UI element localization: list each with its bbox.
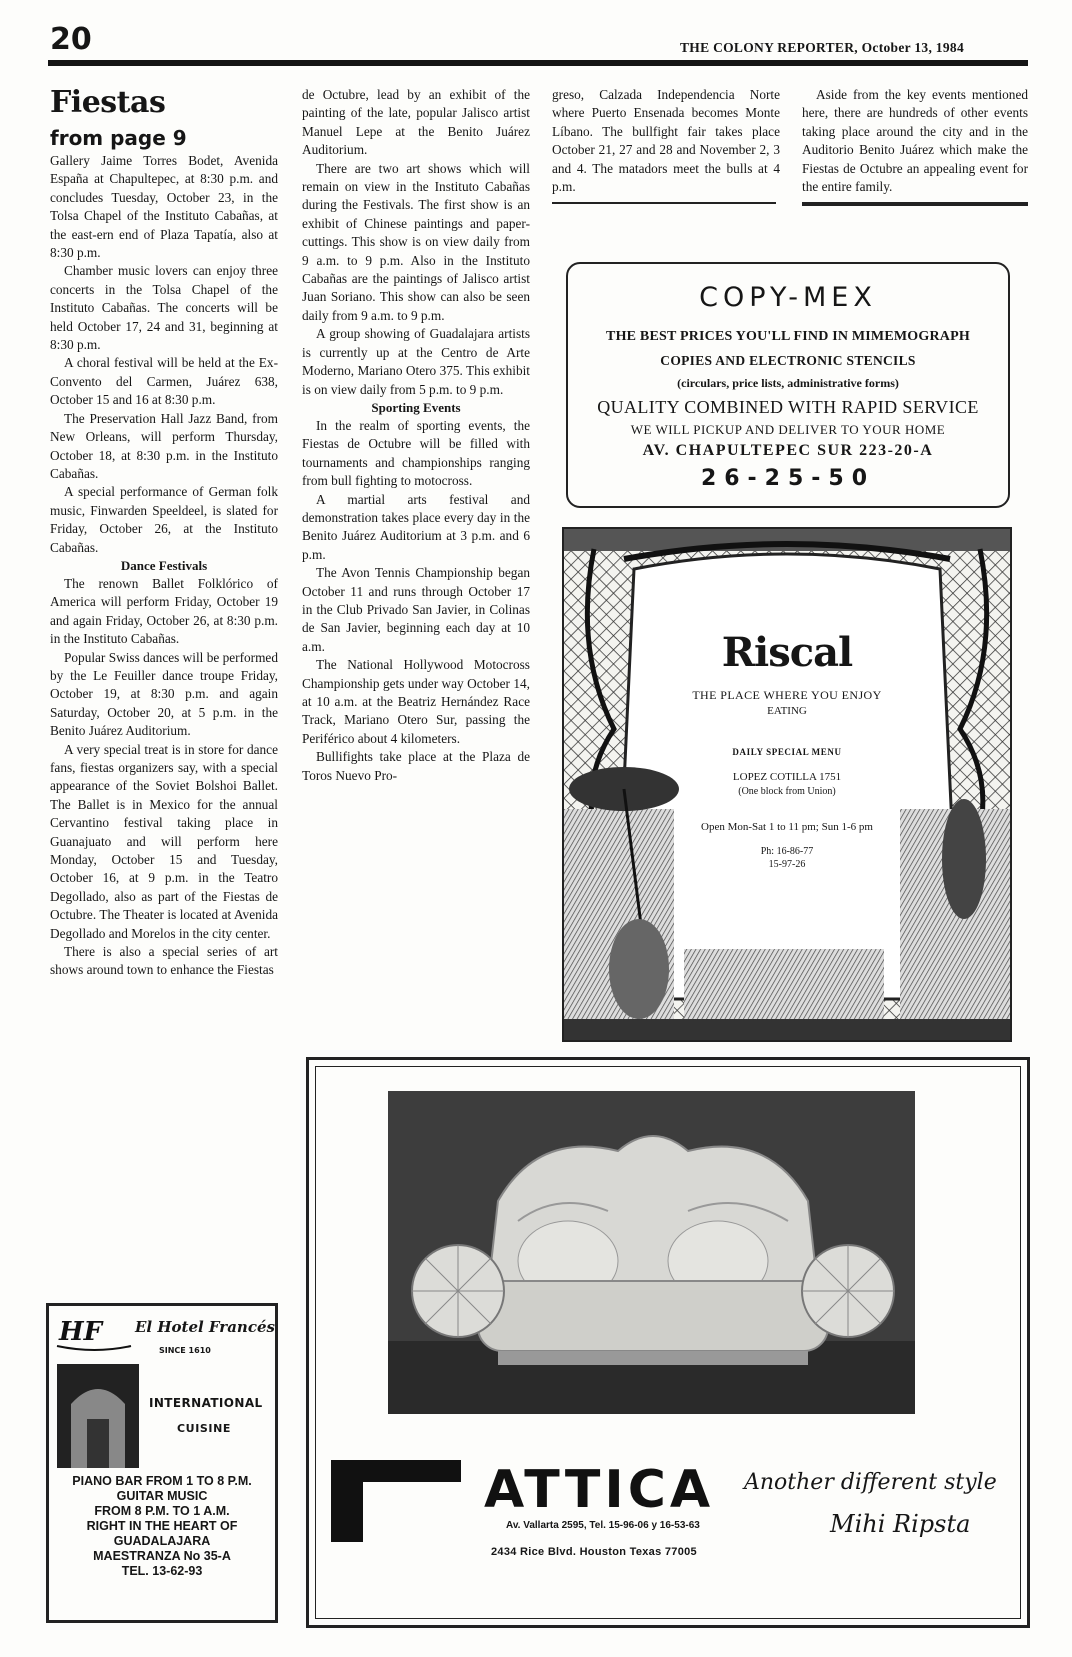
article-column-1 (50, 86, 278, 980)
hotel-line: GUADALAJARA (113, 1534, 211, 1548)
paragraph: Bullifights take place at the Plaza de Toros Nuevo Pro- (302, 749, 530, 783)
sofa-photo (388, 1091, 915, 1414)
attica-emblem-icon (331, 1460, 461, 1542)
paragraph: There are two art shows which will remain on view in the Instituto Cabañas during the Festivals. The first show is an exhibit of Chinese paintings and paper-cuttings. This show is on view daily from 9 a.m. to 9 p.m. Also in the Instituto Cabañas are the paintings of Jalisco artist Juan Soriano. This show can also be seen daily from 9 a.m. to 9 p.m. (302, 160, 530, 323)
subheading-dance: Dance Festivals (120, 557, 208, 573)
hotel-international: INTERNATIONAL (149, 1396, 263, 1410)
paragraph: Popular Swiss dances will be performed by the Le Feuiller dance troupe Friday, October 19, at 8:30 p.m. and again Saturday, October 20, at 5 p.m. in the Benito Juárez Auditorium. (50, 649, 278, 739)
copymex-line: WE WILL PICKUP AND DELIVER TO YOUR HOME (630, 422, 946, 437)
copymex-title: COPY-MEX (699, 282, 877, 313)
paragraph: There is also a special series of art shows around town to enhance the Fiestas (50, 944, 278, 978)
paragraph: Gallery Jaime Torres Bodet, Avenida España at Chapultepec, at 8:30 p.m. and concludes Tuesday, October 23, in the Tolsa Chapel of the Instituto Cabañas, at the east-ern end of Plaza Tapatía, also at 8:30 p.m. (50, 153, 278, 261)
attica-signature: Mihi Ripsta (830, 1510, 971, 1538)
hotel-since: SINCE 1610 (159, 1346, 211, 1355)
hotel-line: FROM 8 P.M. TO 1 A.M. (94, 1504, 230, 1518)
attica-houston-address: 2434 Rice Blvd. Houston Texas 77005 (491, 1546, 697, 1558)
paragraph: Aside from the key events mentioned here, there are hundreds of other events taking place around the city and in the Auditorio Benito Juárez which make the Fiestas de Octubre an appealing event for the entire family. (802, 87, 1028, 195)
paragraph: A choral festival will be held at the Ex-Convento del Carmen, Juárez 638, October 15 and 16 at 8:30 p.m. (50, 355, 278, 408)
hotel-details (55, 1474, 269, 1579)
subheading-sport: Sporting Events (371, 399, 461, 415)
continued-from: from page 9 (50, 126, 187, 150)
column-rule (802, 202, 1028, 206)
paragraph: A group showing of Guadalajara artists is currently up at the Centro de Arte Moderno, Mariano Otero 375. This exhibit is on view daily from 5 p.m. to 9 p.m. (302, 326, 530, 397)
riscal-ad (562, 527, 1012, 1042)
article-column-3 (552, 86, 780, 204)
paragraph: A special performance of German folk music, Finwarden Speeldeel, is slated for Friday, October 26, at the Instituto Cabañas. (50, 484, 278, 555)
paragraph: A martial arts festival and demonstration takes place every day in the Benito Juárez Auditorium at 3 p.m. and 6 p.m. (302, 491, 530, 562)
paragraph: greso, Calzada Independencia Norte where Puerto Ensenada becomes Monte Líbano. The bullfight fair takes place October 21, 27 and 28 and November 2, 3 and 4. The matadors meet the bulls at 4 p.m. (552, 87, 780, 195)
riscal-tagline: EATING (767, 705, 807, 717)
hotel-cuisine: CUISINE (177, 1422, 232, 1435)
attica-logo: ATTICA (484, 1460, 715, 1520)
copymex-phone: 26-25-50 (700, 466, 876, 491)
copymex-line: THE BEST PRICES YOU'LL FIND IN MIMEMOGRAPH (606, 329, 970, 344)
hotel-line: RIGHT IN THE HEART OF (86, 1519, 238, 1533)
svg-text:HF: HF (59, 1317, 103, 1347)
article-column-2 (302, 86, 530, 785)
riscal-tagline: THE PLACE WHERE YOU ENJOY (692, 688, 882, 702)
hotel-archway-illustration (57, 1364, 139, 1468)
paragraph: In the realm of sporting events, the Fiestas de Octubre will be filled with tournaments and championships ranging from bull fighting to motocross. (302, 417, 530, 489)
riscal-phone: 15-97-26 (768, 859, 806, 870)
riscal-hours: Open Mon-Sat 1 to 11 pm; Sun 1-6 pm (701, 821, 873, 833)
paragraph: The renown Ballet Folklórico of America will perform Friday, October 19 and again Friday, October 26, at 8:30 p.m. in the Instituto Cabañas. (50, 575, 278, 647)
hotel-line: GUITAR MUSIC (116, 1489, 208, 1503)
article-column-4 (802, 86, 1028, 206)
attica-slogan: Another different style (744, 1470, 997, 1495)
hotel-name: El Hotel Francés (135, 1318, 275, 1336)
masthead: THE COLONY REPORTER, October 13, 1984 (680, 40, 965, 55)
hotel-line: TEL. 13-62-93 (121, 1564, 203, 1578)
copymex-line: COPIES AND ELECTRONIC STENCILS (660, 353, 916, 368)
riscal-block: (One block from Union) (738, 786, 836, 797)
copymex-line: QUALITY COMBINED WITH RAPID SERVICE (597, 397, 979, 417)
copymex-address: AV. CHAPULTEPEC SUR 223-20-A (642, 442, 934, 459)
paragraph: The National Hollywood Motocross Championship gets under way October 14, at 10 a.m. at the Beatriz Hernández Race Track, Mariano Otero Sur, passing the Periférico about 4 kilometers. (302, 657, 530, 746)
riscal-menu: DAILY SPECIAL MENU (732, 747, 842, 757)
riscal-address: LOPEZ COTILLA 1751 (732, 771, 842, 783)
headline: Fiestas (50, 85, 166, 120)
column-rule (552, 202, 776, 204)
attica-address: Av. Vallarta 2595, Tel. 15-96-06 y 16-53-63 (506, 1520, 700, 1531)
hotel-frances-ad (46, 1303, 278, 1623)
paragraph: Chamber music lovers can enjoy three concerts in the Tolsa Chapel of the Instituto Cabañas. The concerts will be held October 17, 24 and 31, beginning at 8:30 p.m. (50, 263, 278, 353)
sofa-illustration (388, 1091, 915, 1414)
riscal-name: Riscal (721, 629, 853, 676)
copymex-ad (566, 262, 1010, 508)
hotel-line: MAESTRANZA No 35-A (93, 1549, 231, 1563)
riscal-phone: Ph: 16-86-77 (760, 846, 814, 857)
copymex-line: (circulars, price lists, administrative forms) (677, 376, 899, 390)
riscal-text-panel (662, 629, 912, 871)
paragraph: de Octubre, lead by an exhibit of the painting of the late, popular Jalisco artist Manuel Lepe at the Benito Juárez Auditorium. (302, 87, 530, 158)
paragraph: The Avon Tennis Championship began October 11 and runs through October 17 in the Club Privado San Javier, in Colinas de San Javier, beginning each day at 10 a.m. (302, 565, 530, 654)
header-rule (48, 60, 1028, 66)
paragraph: A very special treat is in store for dance fans, fiestas organizers say, with a special appearance of the Soviet Bolshoi Ballet. The Ballet is in Mexico for the annual Cervantino festival taking place in Guanajuato and will perform here Monday, October 15 and Tuesday, October 16, at 9 p.m. in the Teatro Degollado, also as part of the Fiestas de Octubre. The Theater is located at Avenida Degollado and Morelos in the city center. (50, 741, 278, 941)
hotel-line: PIANO BAR FROM 1 TO 8 P.M. (72, 1474, 252, 1488)
hotel-logo-icon (55, 1312, 135, 1352)
paragraph: The Preservation Hall Jazz Band, from New Orleans, will perform Thursday, October 18, at 8:30 p.m. in the Instituto Cabañas. (50, 410, 278, 481)
page-number: 20 (50, 22, 92, 57)
